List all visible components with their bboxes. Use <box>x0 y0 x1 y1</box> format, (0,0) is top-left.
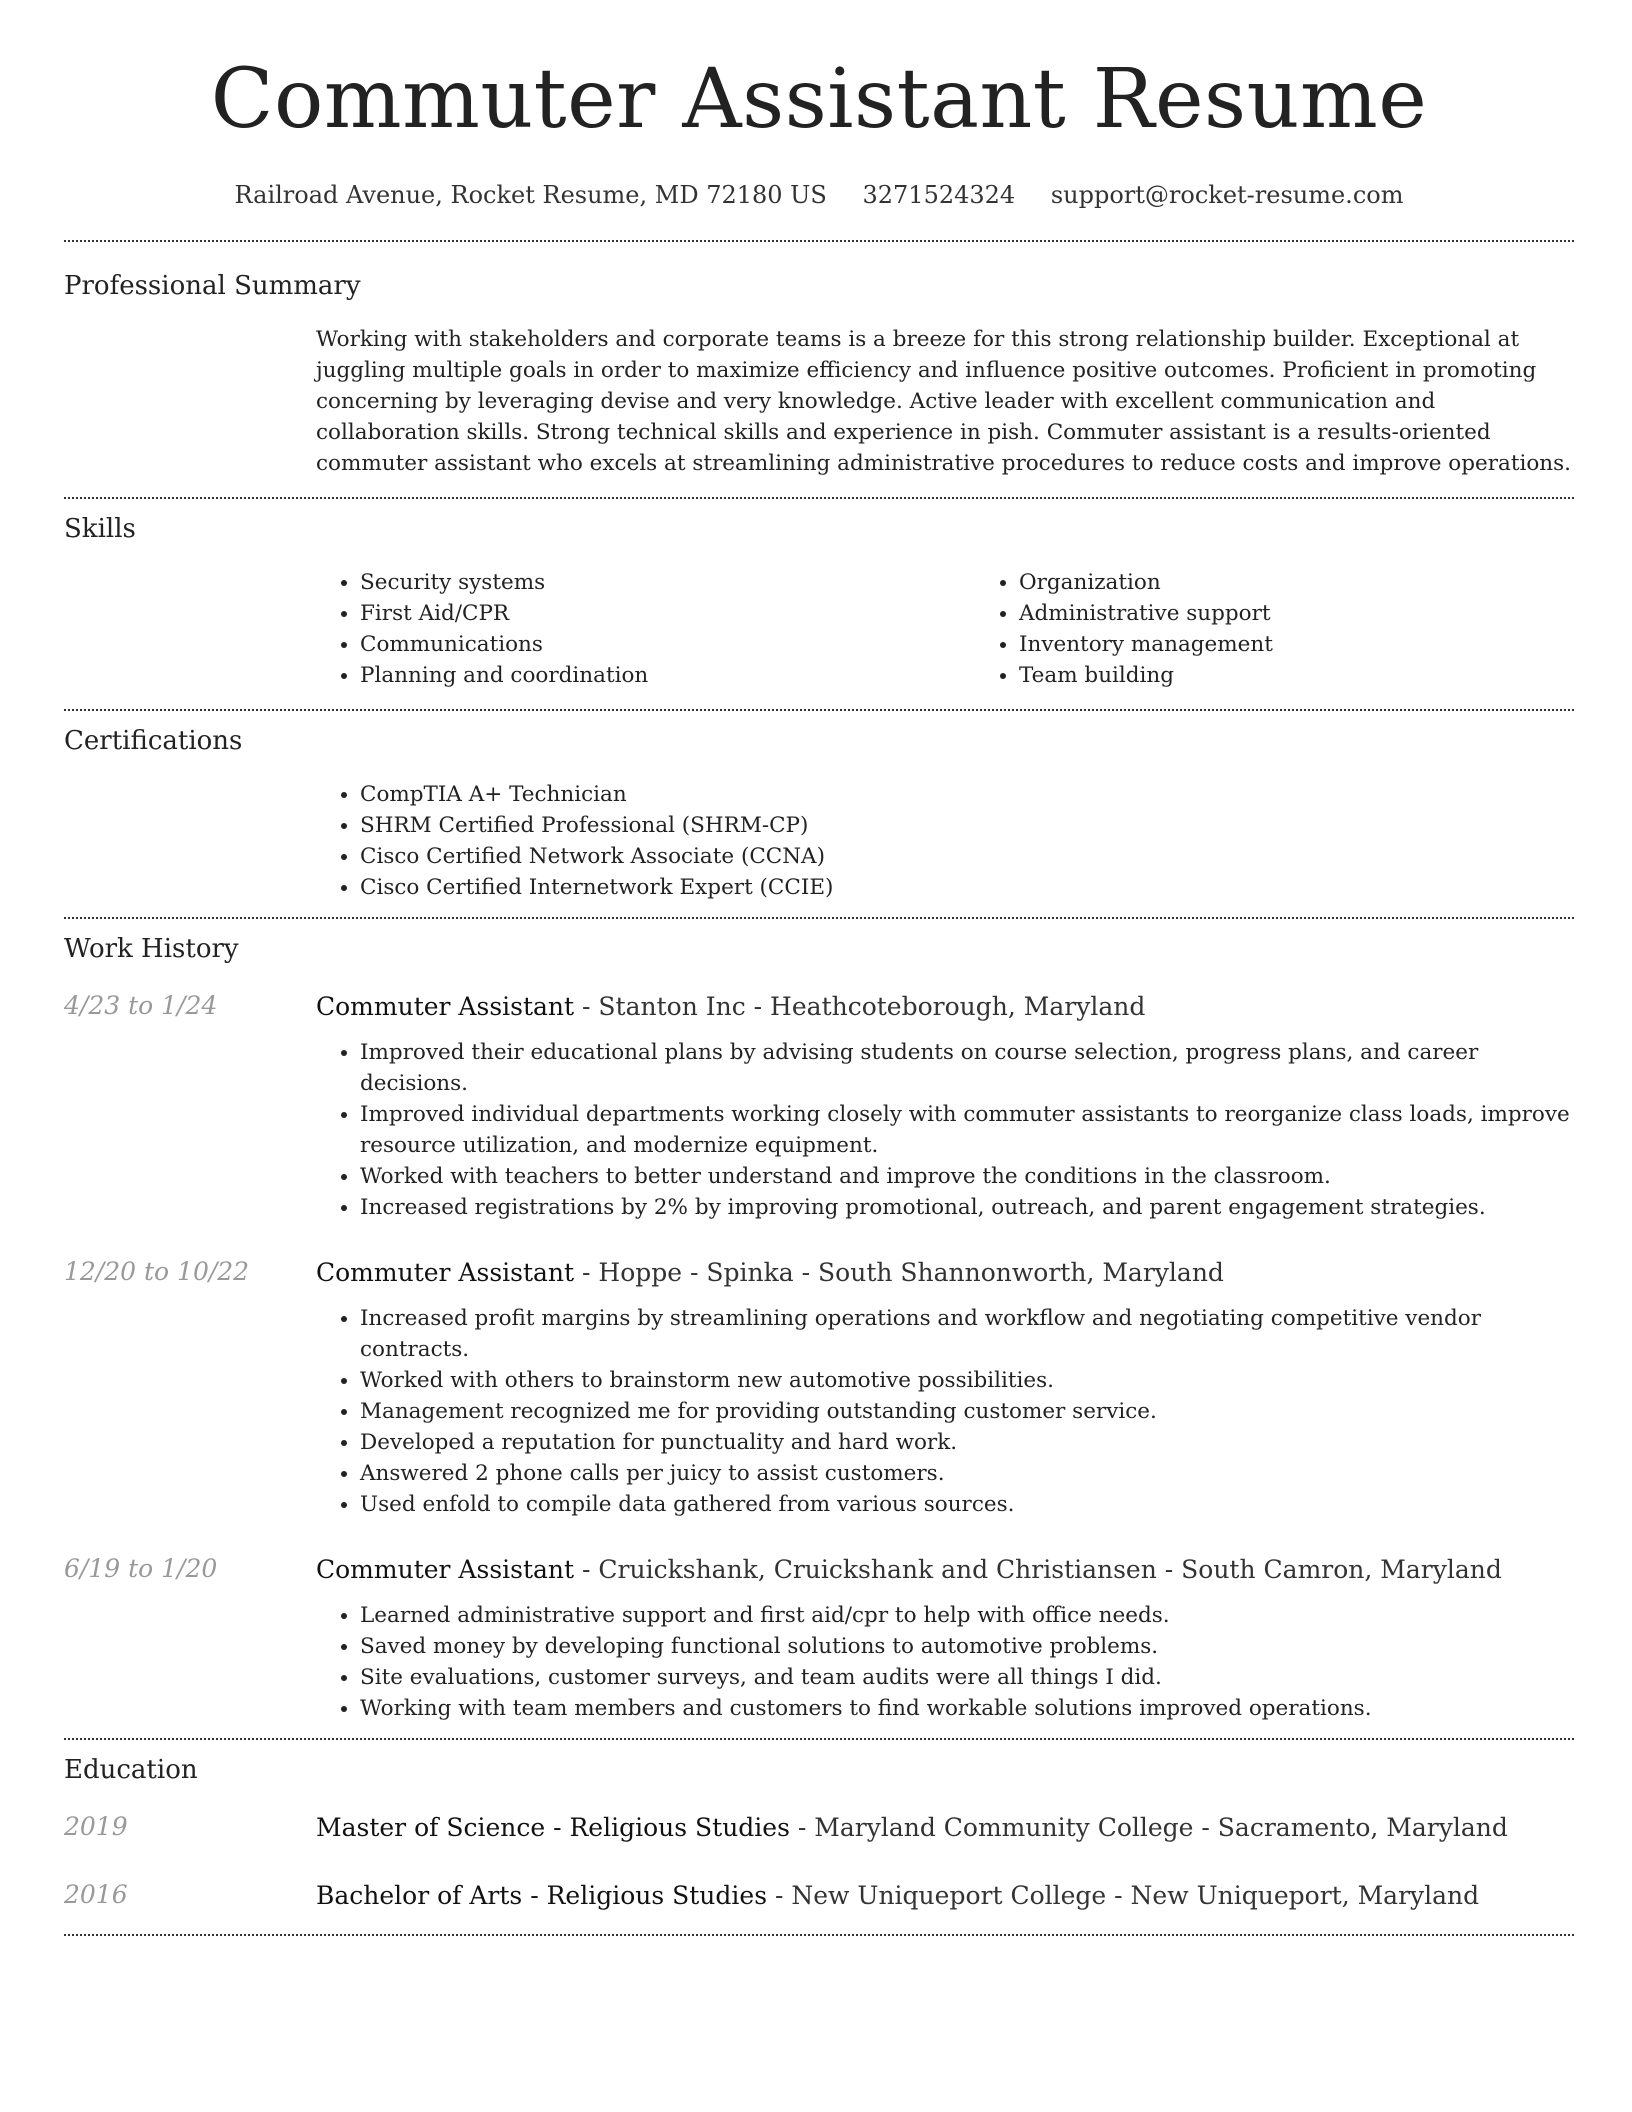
education-degree: Bachelor of Arts - Religious Studies <box>316 1881 768 1910</box>
email-link[interactable]: support@rocket-resume.com <box>1050 181 1404 209</box>
skill-item: • Security systems <box>360 567 975 598</box>
skill-item: • First Aid/CPR <box>360 598 975 629</box>
job-bullet: • Improved their educational plans by advising students on course selection, progress plans, and career decisions. <box>360 1037 1574 1099</box>
resume-page <box>64 0 1574 1936</box>
job-bullet: • Increased profit margins by streamlining operations and workflow and negotiating competitive vendor contracts. <box>360 1303 1574 1365</box>
job-bullet: • Worked with others to brainstorm new automotive possibilities. <box>360 1365 1574 1396</box>
skills-list-right <box>975 567 1632 691</box>
summary-section <box>64 242 1574 497</box>
job-bullet: • Answered 2 phone calls per juicy to assist customers. <box>360 1458 1574 1489</box>
contact-line <box>64 180 1574 210</box>
education-school: - Maryland Community College - Sacramento, Maryland <box>789 1813 1508 1842</box>
job-bullets <box>316 1303 1574 1520</box>
job-role: Commuter Assistant <box>316 1555 575 1584</box>
phone-text: 3271524324 <box>862 181 1016 209</box>
education-heading: Education <box>64 1755 198 1785</box>
job-dates: 4/23 to 1/24 <box>64 991 218 1020</box>
certification-item: • Cisco Certified Network Associate (CCNA) <box>360 841 1574 872</box>
certification-item: • SHRM Certified Professional (SHRM-CP) <box>360 810 1574 841</box>
skill-item: • Planning and coordination <box>360 660 975 691</box>
education-degree: Master of Science - Religious Studies <box>316 1813 790 1842</box>
job-role: Commuter Assistant <box>316 1258 575 1287</box>
education-school: - New Uniqueport College - New Uniqueport, Maryland <box>767 1881 1480 1910</box>
skill-item: • Organization <box>1019 567 1632 598</box>
job-bullet: • Developed a reputation for punctuality and hard work. <box>360 1427 1574 1458</box>
skill-item: • Communications <box>360 629 975 660</box>
education-year: 2019 <box>64 1812 128 1841</box>
skill-item: • Administrative support <box>1019 598 1632 629</box>
summary-heading: Professional Summary <box>64 271 361 301</box>
skills-heading: Skills <box>64 514 136 544</box>
job-bullet: • Increased registrations by 2% by improving promotional, outreach, and parent engagement strategies. <box>360 1192 1574 1223</box>
job-entry <box>64 1257 1574 1520</box>
job-bullets <box>316 1600 1574 1724</box>
job-bullet: • Learned administrative support and first aid/cpr to help with office needs. <box>360 1600 1574 1631</box>
job-bullet: • Worked with teachers to better understand and improve the conditions in the classroom. <box>360 1161 1574 1192</box>
certification-item: • Cisco Certified Internetwork Expert (CCIE) <box>360 872 1574 903</box>
job-company: - Stanton Inc - Heathcoteborough, Maryland <box>574 992 1146 1021</box>
work-history-section <box>64 919 1574 1738</box>
address-text: Railroad Avenue, Rocket Resume, MD 72180 US <box>234 181 827 209</box>
job-bullet: • Used enfold to compile data gathered from various sources. <box>360 1489 1574 1520</box>
job-bullets <box>316 1037 1574 1223</box>
job-bullet: • Site evaluations, customer surveys, and team audits were all things I did. <box>360 1662 1574 1693</box>
education-line <box>316 1880 1574 1912</box>
job-entry <box>64 991 1574 1223</box>
skills-list-left <box>316 567 975 691</box>
certifications-heading: Certifications <box>64 726 243 756</box>
job-title-line <box>316 991 1574 1023</box>
job-role: Commuter Assistant <box>316 992 575 1021</box>
job-bullet: • Saved money by developing functional solutions to automotive problems. <box>360 1631 1574 1662</box>
certifications-list <box>316 779 1574 903</box>
job-dates: 6/19 to 1/20 <box>64 1554 218 1583</box>
education-entry <box>64 1812 1574 1880</box>
skill-item: • Inventory management <box>1019 629 1632 660</box>
education-line <box>316 1812 1574 1844</box>
education-year: 2016 <box>64 1880 128 1909</box>
job-dates: 12/20 to 10/22 <box>64 1257 250 1286</box>
certifications-section <box>64 711 1574 917</box>
skills-columns <box>316 567 1574 709</box>
job-bullet: • Improved individual departments working closely with commuter assistants to reorganize class loads, improve resource utilization, and modernize equipment. <box>360 1099 1574 1161</box>
certification-item: • CompTIA A+ Technician <box>360 779 1574 810</box>
job-entry <box>64 1554 1574 1738</box>
job-title-line <box>316 1257 1574 1289</box>
skill-item: • Team building <box>1019 660 1632 691</box>
education-entry <box>64 1880 1574 1948</box>
skills-section <box>64 499 1574 709</box>
work-history-heading: Work History <box>64 934 239 964</box>
job-bullet: • Working with team members and customers to find workable solutions improved operations. <box>360 1693 1574 1724</box>
job-company: - Hoppe - Spinka - South Shannonworth, Maryland <box>574 1258 1224 1287</box>
resume-title: Commuter Assistant Resume <box>210 52 1428 147</box>
education-section <box>64 1740 1574 1948</box>
certifications-content <box>316 779 1574 917</box>
job-bullet: • Management recognized me for providing outstanding customer service. <box>360 1396 1574 1427</box>
summary-text: Working with stakeholders and corporate teams is a breeze for this strong relationship builder. Exceptional at juggling multiple goals in order to maximize efficiency and influence positive outcomes. Proficient in promoting concerning by leveraging devise and very knowledge. Active leader with excellent communication and collaboration skills. Strong technical skills and experience in pish. Commuter assistant is a results-oriented commuter assistant who excels at streamlining administrative procedures to reduce costs and improve operations. <box>316 327 1571 476</box>
job-company: - Cruickshank, Cruickshank and Christiansen - South Camron, Maryland <box>574 1555 1502 1584</box>
job-title-line <box>316 1554 1574 1586</box>
